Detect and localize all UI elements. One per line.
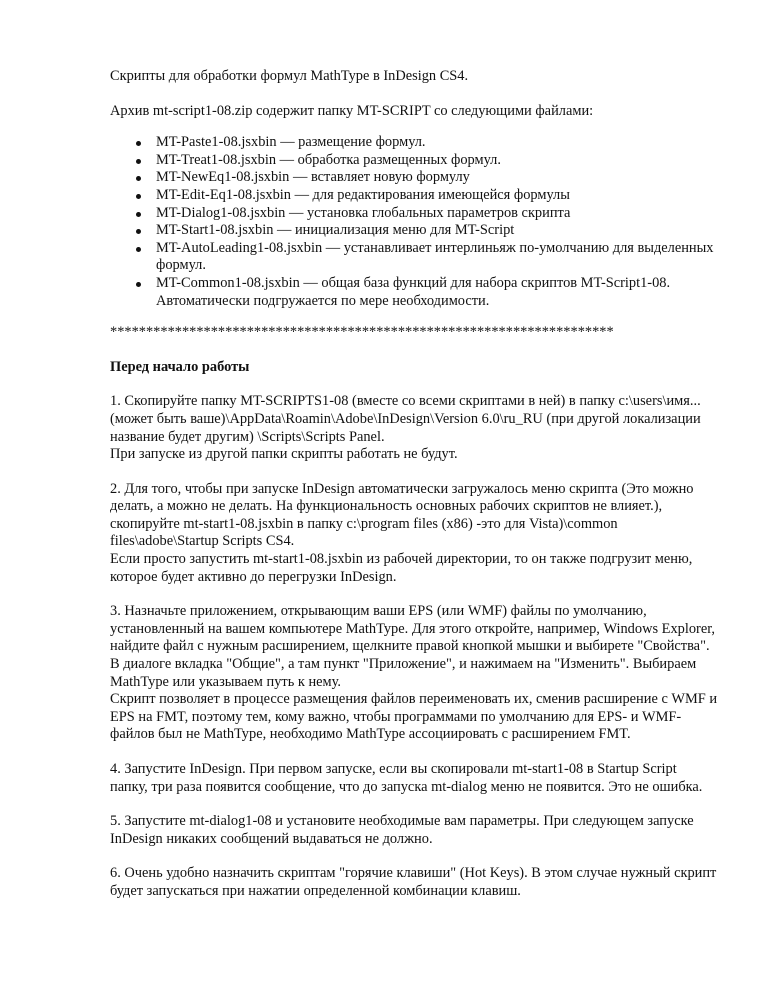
section-heading: Перед начало работы <box>110 358 250 375</box>
step-text: 3. Назначьте приложением, открывающим ваши EPS (или WMF) файлы по умолчанию, установленный на вашем компьютере MathType. Для этого откройте, например, Windows Explorer, найдите файл с нужным расширением, щелкните правой кнопкой мышки и выбирете "Свойства". В диалоге вкладка "Общие", а там пункт "Приложение", и нажимаем на "Изменить". Выбираем MathType или указываем путь к нему. <box>110 603 716 690</box>
list-item: MT-Paste1-08.jsxbin — размещение формул. <box>156 134 718 152</box>
step-text: 4. Запустите InDesign. При первом запуске, если вы скопировали mt-start1-08 в Startup Script папку, три раза появится сообщение, что до запуска mt-dialog меню не появится. Это не ошибка. <box>110 761 703 795</box>
step-6 <box>110 865 718 900</box>
file-list <box>110 134 718 310</box>
list-item: MT-Dialog1-08.jsxbin — установка глобальных параметров скрипта <box>156 205 718 223</box>
list-item: MT-NewEq1-08.jsxbin — вставляет новую формулу <box>156 169 718 187</box>
step-1 <box>110 393 718 463</box>
step-note: При запуске из другой папки скрипты работать не будут. <box>110 446 458 463</box>
step-text: 1. Скопируйте папку MT-SCRIPTS1-08 (вместе со всеми скриптами в ней) в папку c:\users\имя...(может быть ваше)\AppData\Roamin\Adobe\InDesign\Version 6.0\ru_RU (при другой локализации название будет другим) \Scripts\Scripts Panel. <box>110 393 701 445</box>
list-item: MT-Treat1-08.jsxbin — обработка размещенных формул. <box>156 152 718 170</box>
step-3 <box>110 603 718 744</box>
document-page <box>110 68 718 918</box>
list-item: MT-Common1-08.jsxbin — общая база функций для набора скриптов MT-Script1-08. Автоматически подгружается по мере необходимости. <box>156 275 718 310</box>
list-item: MT-AutoLeading1-08.jsxbin — устанавливает интерлиньяж по-умолчанию для выделенных формул. <box>156 240 718 275</box>
step-text: 6. Очень удобно назначить скриптам "горячие клавиши" (Hot Keys). В этом случае нужный скрипт будет запускаться при нажатии определенной комбинации клавиш. <box>110 865 717 899</box>
step-5 <box>110 813 718 848</box>
step-2 <box>110 481 718 587</box>
step-text: 5. Запустите mt-dialog1-08 и установите необходимые вам параметры. При следующем запуске InDesign никаких сообщений выдаваться не должно. <box>110 813 694 847</box>
archive-intro: Архив mt-script1-08.zip содержит папку MT-SCRIPT со следующими файлами: <box>110 102 594 119</box>
document-title: Скрипты для обработки формул MathType в InDesign CS4. <box>110 68 469 84</box>
step-note: Скрипт позволяет в процессе размещения файлов переименовать их, сменив расширение с WMF и EPS на FMT, поэтому тем, кому важно, чтобы программами по умолчанию для EPS- и WMF-файлов был не MathType, необходимо MathType ассоциировать с расширением FMT. <box>110 691 718 743</box>
list-item: MT-Start1-08.jsxbin — инициализация меню для MT-Script <box>156 222 718 240</box>
step-note: Если просто запустить mt-start1-08.jsxbin из рабочей директории, то он также подгрузит меню, которое будет активно до перегрузки InDesign. <box>110 551 693 585</box>
separator-line: ********************************************************************** <box>110 324 614 341</box>
step-4 <box>110 761 718 796</box>
step-text: 2. Для того, чтобы при запуске InDesign автоматически загружалось меню скрипта (Это можно делать, а можно не делать. На функциональность основных рабочих скриптов не влияет.), скопируйте mt-start1-08.jsxbin в папку c:\program files (x86) -это для Vista)\common files\adobe\Startup Scripts CS4. <box>110 480 694 550</box>
list-item: MT-Edit-Eq1-08.jsxbin — для редактирования имеющейся формулы <box>156 187 718 205</box>
